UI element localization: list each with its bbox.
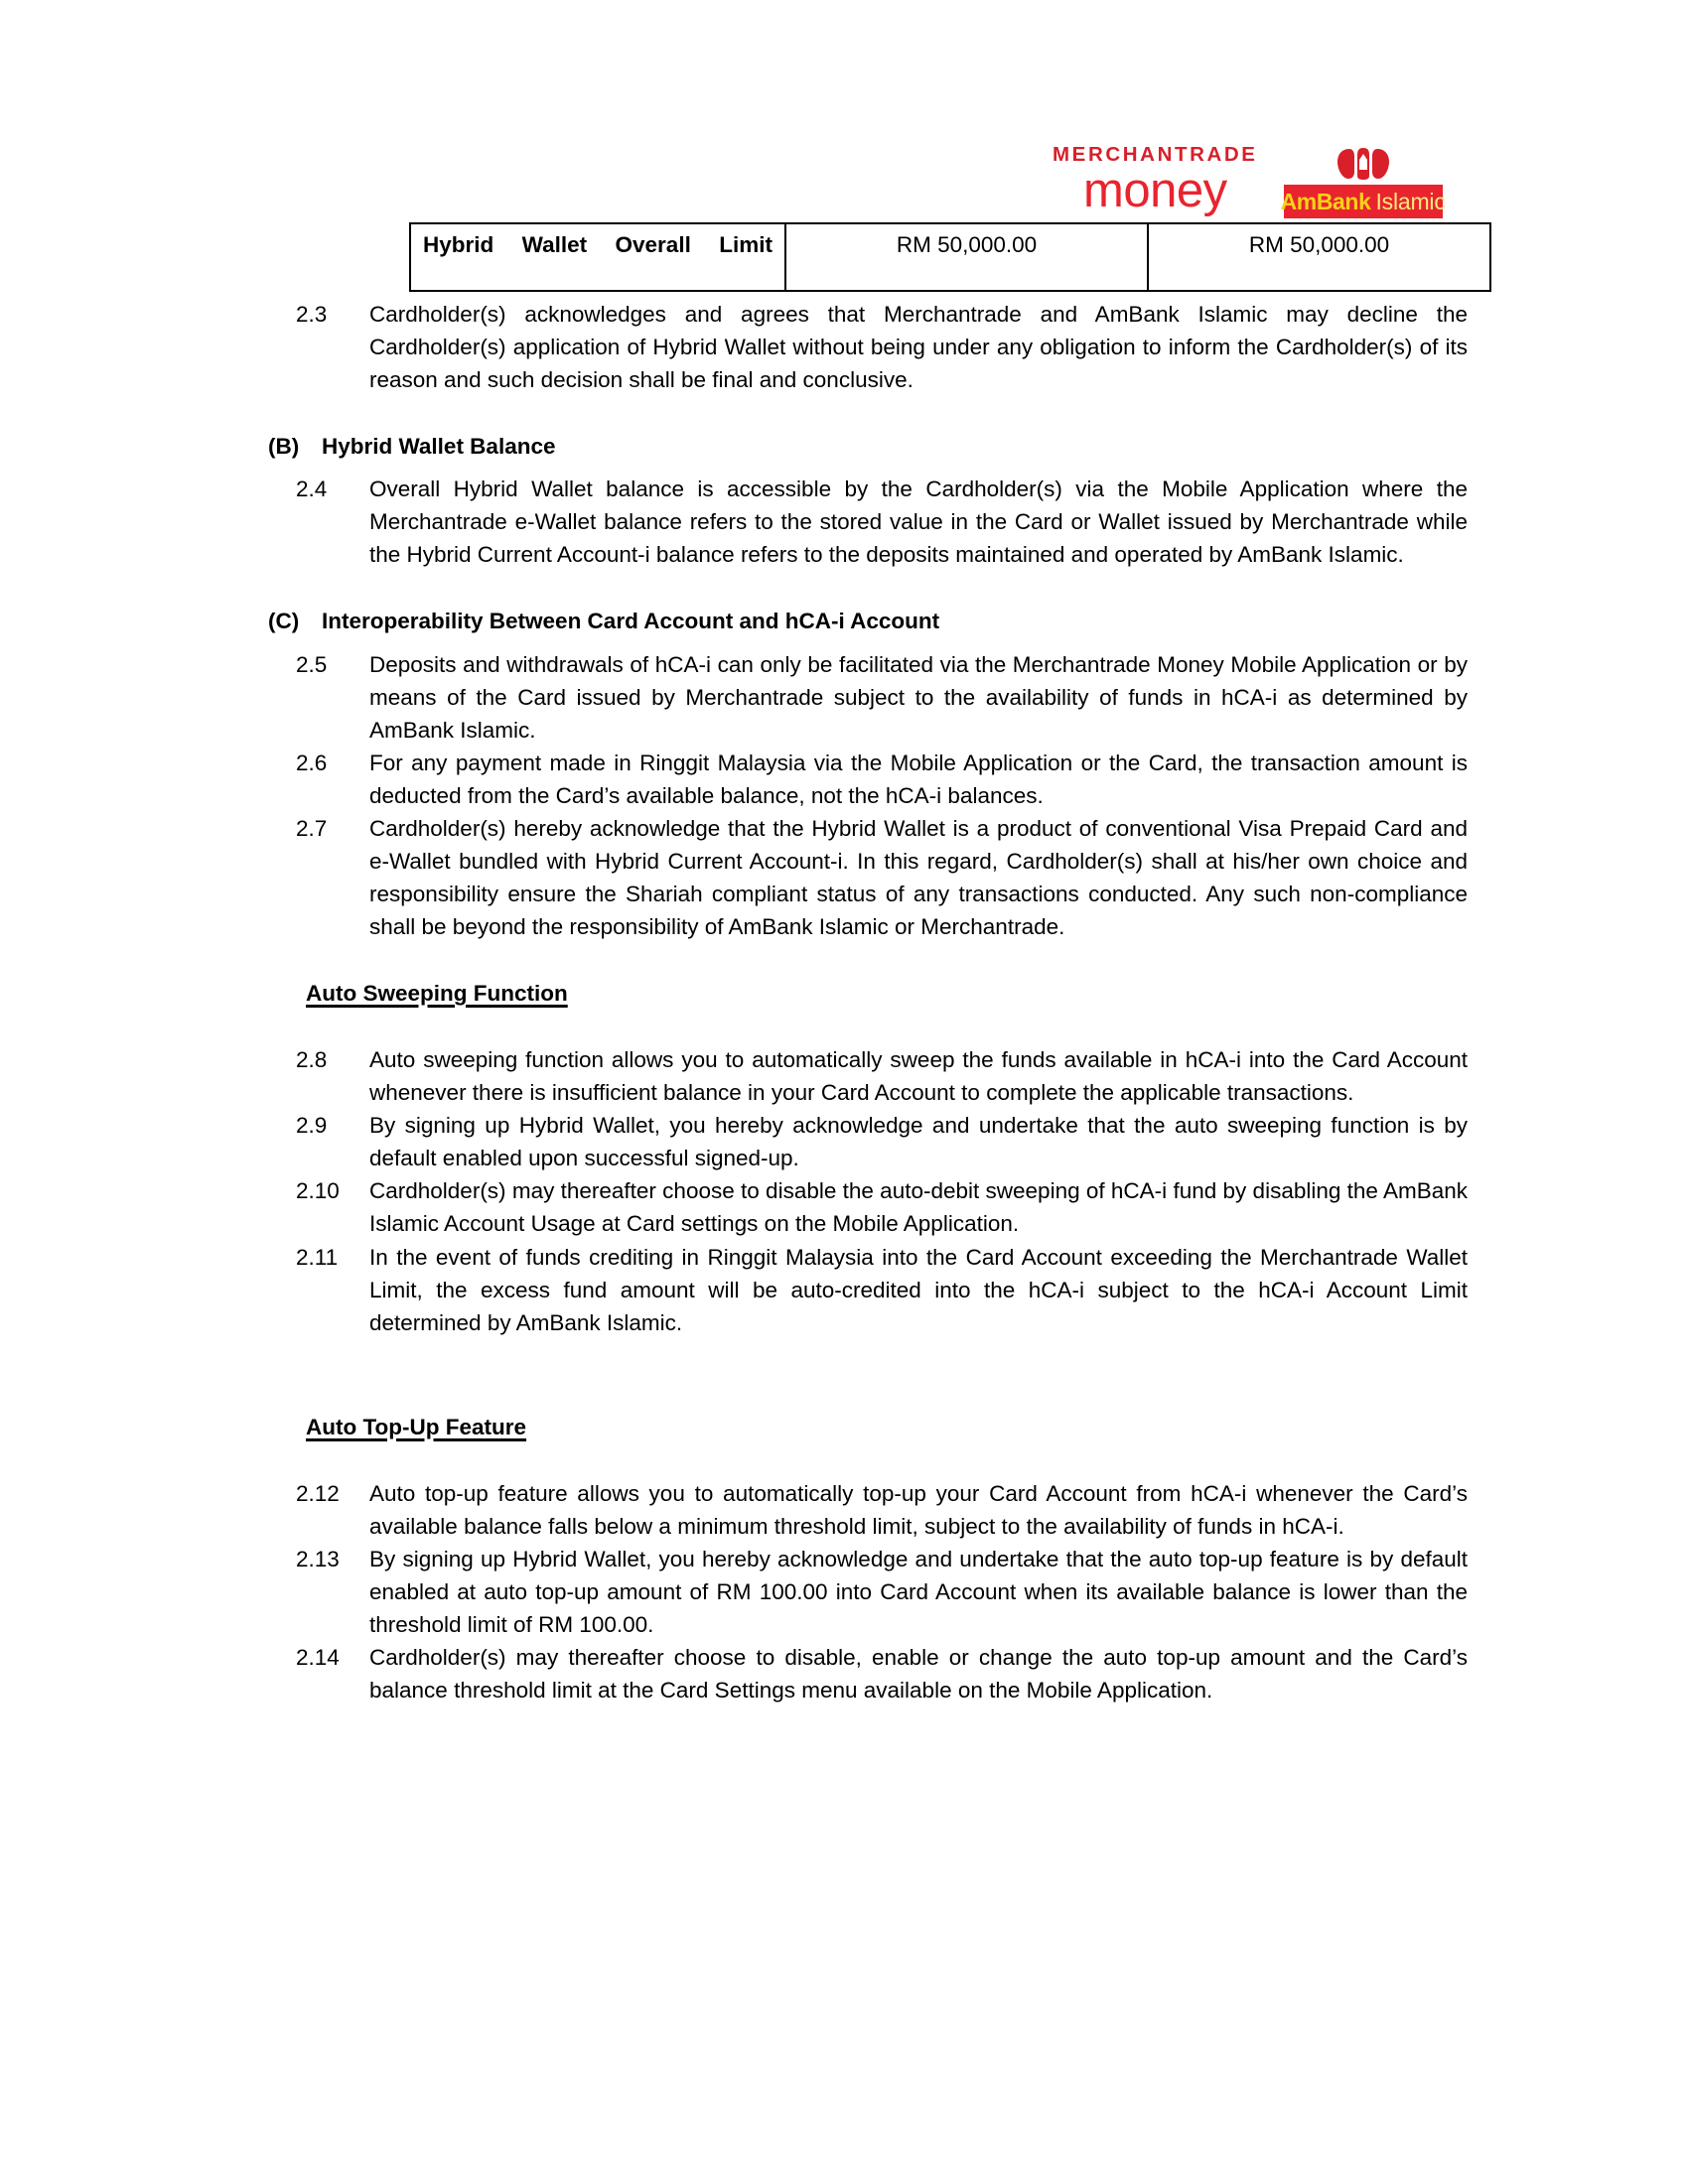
clause-2-11 xyxy=(296,1241,1468,1339)
merchantrade-wordmark-top: MERCHANTRADE xyxy=(1053,143,1258,167)
ambank-wordmark: AmBank xyxy=(1280,188,1371,214)
section-title-c: Interoperability Between Card Account and hCA-i Account xyxy=(322,609,940,634)
clause-text: Deposits and withdrawals of hCA-i can only be facilitated via the Merchantrade Money Mobile Application or by means of the Card issued by Merchantrade subject to the availability of funds in hCA-i as determined by AmBank Islamic. xyxy=(369,651,1468,743)
clause-text: For any payment made in Ringgit Malaysia via the Mobile Application or the Card, the transaction amount is deducted from the Card’s available balance, not the hCA-i balances. xyxy=(369,750,1468,808)
hybrid-wallet-limit-table xyxy=(409,222,1491,292)
clause-number: 2.9 xyxy=(296,1113,328,1139)
table-cell-label: Hybrid Wallet Overall Limit xyxy=(410,223,785,291)
table-cell-value-merchantrade: RM 50,000.00 xyxy=(785,223,1148,291)
clause-number: 2.6 xyxy=(296,750,328,775)
clause-text: Cardholder(s) may thereafter choose to disable, enable or change the auto top-up amount and the Card’s balance threshold limit at the Card Settings menu available on the Mobile Application. xyxy=(369,1645,1468,1704)
clause-2-10 xyxy=(296,1174,1468,1240)
section-heading-c xyxy=(268,605,1460,637)
clause-2-12 xyxy=(296,1477,1468,1543)
clause-text: Overall Hybrid Wallet balance is accessible by the Cardholder(s) via the Mobile Application where the Merchantrade e-Wallet balance refers to the stored value in the Card or Wallet issued by Merchantrade while the Hybrid Current Account-i balance refers to the deposits maintained and operated by AmBank Islamic. xyxy=(369,477,1468,568)
clause-2-5 xyxy=(296,648,1468,747)
spacer xyxy=(0,463,1688,473)
table-row xyxy=(410,223,1490,291)
clause-2-8 xyxy=(296,1043,1468,1109)
clause-number: 2.11 xyxy=(296,1244,339,1270)
spacer xyxy=(0,638,1688,648)
clause-2-3 xyxy=(296,298,1468,396)
section-letter-b: (B) xyxy=(268,434,300,460)
merchantrade-wordmark-bottom: money xyxy=(1083,163,1227,217)
spacer xyxy=(0,1443,1688,1477)
clause-number: 2.14 xyxy=(296,1645,340,1671)
spacer xyxy=(0,1339,1688,1411)
spacer xyxy=(0,571,1688,605)
subheading-auto-sweeping: Auto Sweeping Function xyxy=(306,981,568,1007)
table-cell-value-ambank: RM 50,000.00 xyxy=(1148,223,1490,291)
clause-text: Auto top-up feature allows you to automatically top-up your Card Account from hCA-i whenever the Card’s available balance falls below a minimum threshold limit, subject to the availability of funds in hCA-i. xyxy=(369,1480,1468,1539)
spacer xyxy=(0,943,1688,977)
clause-2-13 xyxy=(296,1543,1468,1641)
merchantrade-money-logo xyxy=(1053,145,1258,218)
ambank-islamic-logo xyxy=(1280,146,1446,218)
clause-text: Auto sweeping function allows you to automatically sweep the funds available in hCA-i into the Card Account whenever there is insufficient balance in your Card Account to complete the applicable transactions. xyxy=(369,1047,1468,1106)
document-body xyxy=(0,298,1688,1706)
clause-number: 2.13 xyxy=(296,1546,340,1571)
clause-text: By signing up Hybrid Wallet, you hereby acknowledge and undertake that the auto sweeping function is by default enabled upon successful signed-up. xyxy=(369,1113,1468,1171)
clause-2-4 xyxy=(296,473,1468,571)
clause-text: In the event of funds crediting in Ringgit Malaysia into the Card Account exceeding the Merchantrade Wallet Limit, the excess fund amount will be auto-credited into the hCA-i subject to the hCA-i Account Limit determined by AmBank Islamic. xyxy=(369,1244,1468,1335)
clause-2-7 xyxy=(296,812,1468,943)
clause-text: Cardholder(s) hereby acknowledge that the Hybrid Wallet is a product of conventional Visa Prepaid Card and e-Wallet bundled with Hybrid Current Account-i. In this regard, Cardholder(s) shall at his/her own choice and responsibility ensure the Shariah compliant status of any transactions conducted. Any such non-compliance shall be beyond the responsibility of AmBank Islamic or Merchantrade. xyxy=(369,815,1468,939)
ambank-islamic-wordmark-band xyxy=(1280,185,1446,218)
clause-2-9 xyxy=(296,1109,1468,1174)
section-title-b: Hybrid Wallet Balance xyxy=(322,434,556,460)
clause-text: By signing up Hybrid Wallet, you hereby acknowledge and undertake that the auto top-up feature is by default enabled at auto top-up amount of RM 100.00 into Card Account when its available balance is lower than the threshold limit of RM 100.00. xyxy=(369,1546,1468,1637)
subheading-auto-topup-wrap xyxy=(0,1411,1688,1443)
clause-number: 2.12 xyxy=(296,1480,340,1506)
spacer xyxy=(0,1010,1688,1043)
islamic-wordmark: Islamic xyxy=(1375,188,1446,214)
subheading-auto-topup: Auto Top-Up Feature xyxy=(306,1414,527,1439)
clause-number: 2.3 xyxy=(296,302,328,327)
spacer xyxy=(0,396,1688,430)
clause-text: Cardholder(s) may thereafter choose to disable the auto-debit sweeping of hCA-i fund by disabling the AmBank Islamic Account Usage at Card settings on the Mobile Application. xyxy=(369,1178,1468,1237)
clause-number: 2.7 xyxy=(296,815,328,841)
section-heading-b xyxy=(268,430,1460,463)
clause-2-6 xyxy=(296,747,1468,812)
clause-2-14 xyxy=(296,1641,1468,1706)
clause-number: 2.10 xyxy=(296,1178,340,1204)
clause-number: 2.4 xyxy=(296,477,328,502)
ambank-symbol-icon xyxy=(1336,146,1391,182)
clause-number: 2.8 xyxy=(296,1047,328,1073)
subheading-auto-sweeping-wrap xyxy=(0,977,1688,1010)
clause-text: Cardholder(s) acknowledges and agrees that Merchantrade and AmBank Islamic may decline the Cardholder(s) application of Hybrid Wallet without being under any obligation to inform the Cardholder(s) of its reason and such decision shall be final and conclusive. xyxy=(369,302,1468,393)
section-letter-c: (C) xyxy=(268,609,300,634)
clause-number: 2.5 xyxy=(296,651,328,677)
header-logo-bar xyxy=(1053,104,1489,218)
